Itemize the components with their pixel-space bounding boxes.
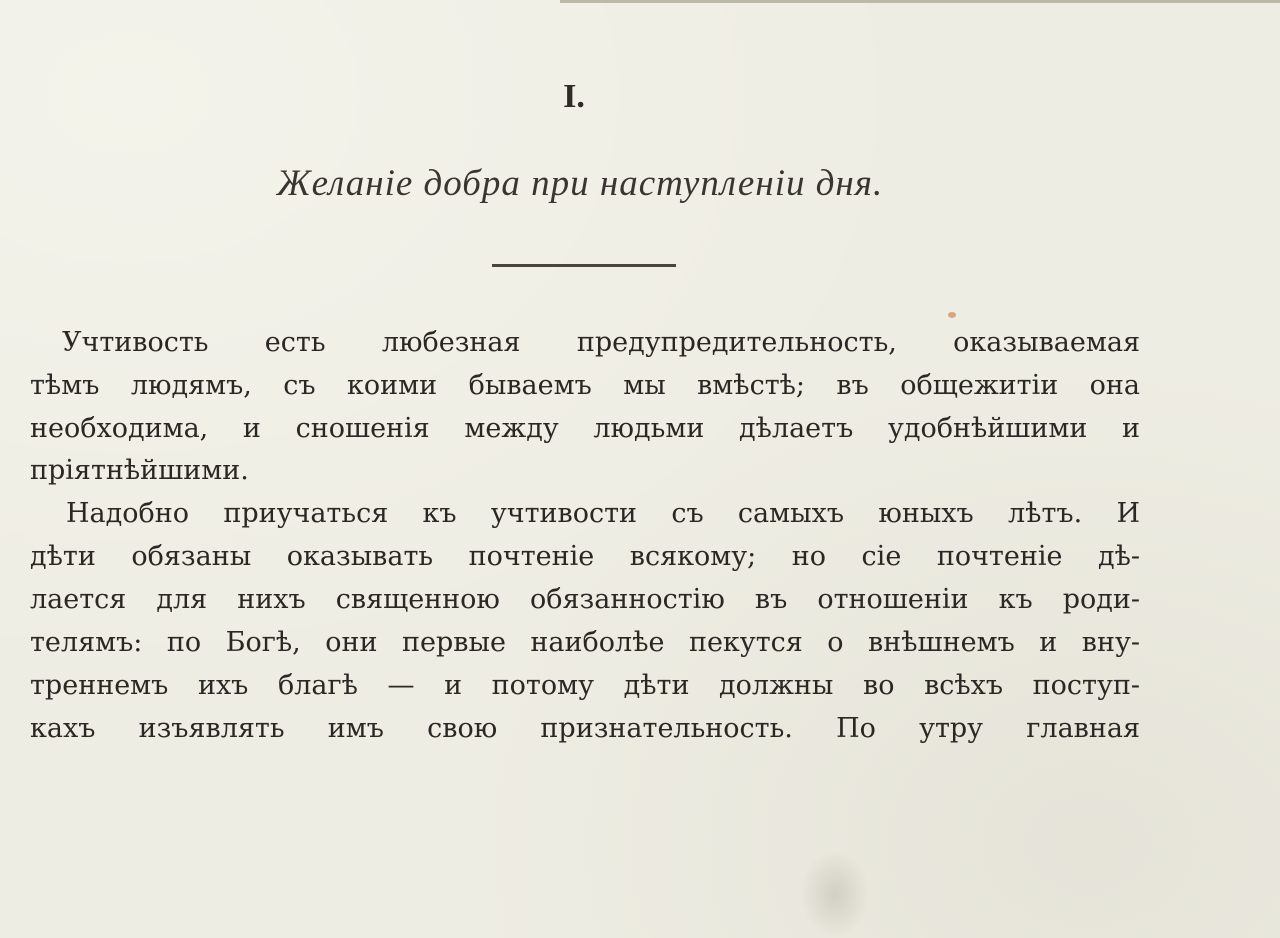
- paragraph-line: лается для нихъ священною обязанностію въ отношеніи къ роди-: [30, 584, 1140, 615]
- paragraph-line: необходима, и сношенія между людьми дѣлаетъ удобнѣйшими и: [30, 413, 1140, 444]
- title-divider: [492, 264, 676, 267]
- paragraph-line: телямъ: по Богѣ, они первые наиболѣе пекутся о внѣшнемъ и вну-: [30, 627, 1140, 658]
- chapter-title: Желаніе добра при наступленіи дня.: [276, 163, 884, 204]
- paper-speck: [948, 312, 956, 318]
- paper-smudge: [800, 850, 870, 938]
- paragraph-line: дѣти обязаны оказывать почтеніе всякому; но сіе почтеніе дѣ-: [30, 541, 1140, 572]
- page-top-edge: [560, 0, 1280, 3]
- chapter-number: I.: [563, 78, 585, 115]
- paragraph-line: кахъ изъявлять имъ свою признательность. По утру главная: [30, 713, 1140, 744]
- paragraph-line: Учтивость есть любезная предупредительность, оказываемая: [62, 327, 1140, 358]
- paragraph-line: Надобно приучаться къ учтивости съ самыхъ юныхъ лѣтъ. И: [66, 498, 1140, 529]
- paragraph-line: треннемъ ихъ благѣ — и потому дѣти должны во всѣхъ поступ-: [30, 670, 1140, 701]
- paragraph-line: пріятнѣйшими.: [30, 455, 249, 486]
- paragraph-line: тѣмъ людямъ, съ коими бываемъ мы вмѣстѣ; въ общежитіи она: [30, 370, 1140, 401]
